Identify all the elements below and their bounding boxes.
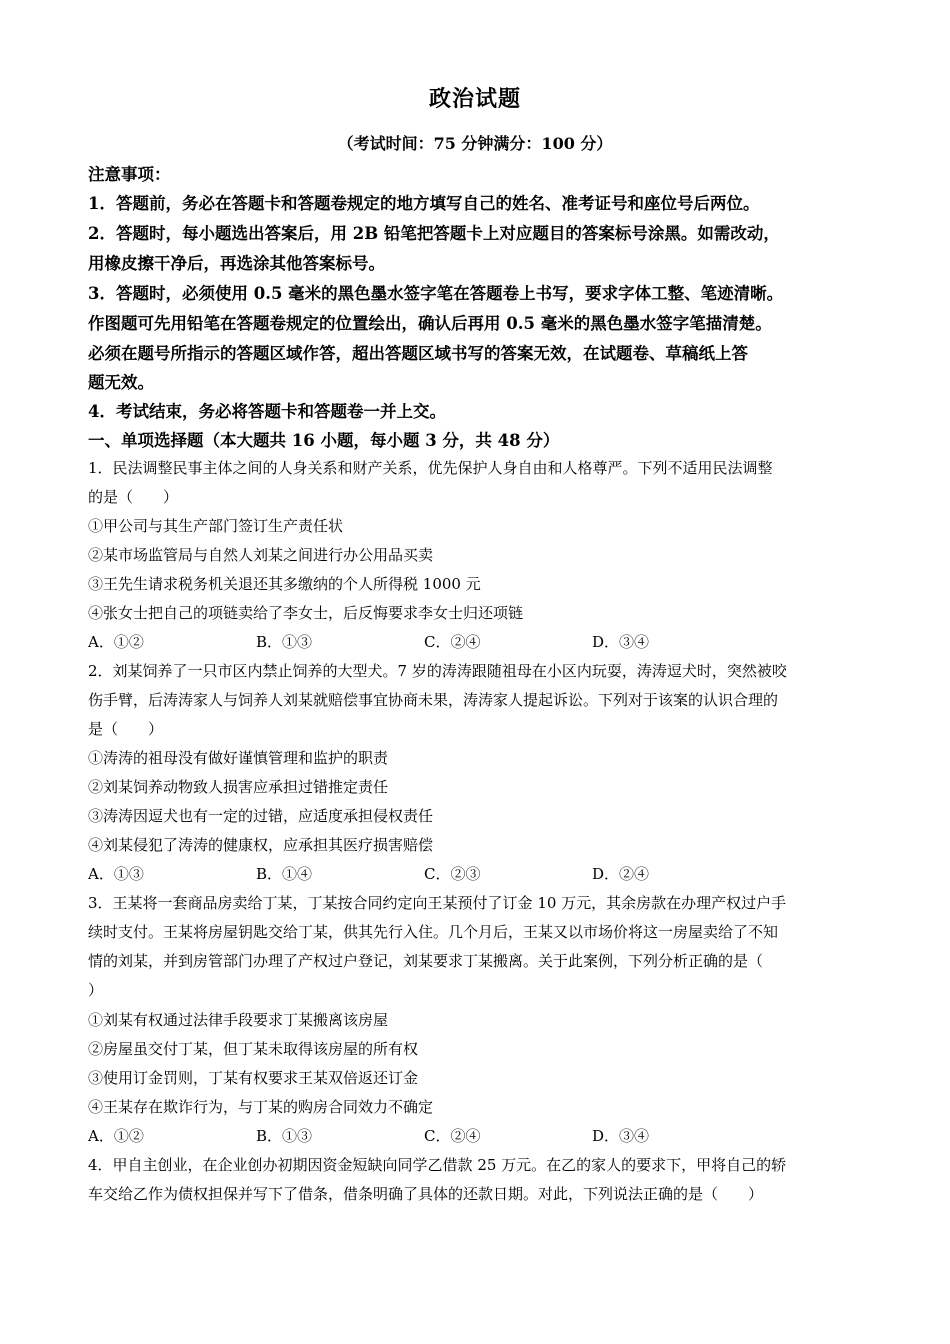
question-item: ④刘某侵犯了涛涛的健康权，应承担其医疗损害赔偿 bbox=[88, 836, 434, 854]
question-stem: 伤手臂，后涛涛家人与饲养人刘某就赔偿事宜协商未果，涛涛家人提起诉讼。下列对于该案的认识合理的 bbox=[88, 691, 779, 709]
notice-line: 3．答题时，必须使用 0.5 毫米的黑色墨水签字笔在答题卷上书写，要求字体工整、笔迹清晰。 bbox=[88, 284, 784, 303]
notice-heading: 注意事项： bbox=[88, 165, 171, 184]
question-item: ①刘某有权通过法律手段要求丁某搬离该房屋 bbox=[88, 1011, 389, 1029]
question-stem: 续时支付。王某将房屋钥匙交给丁某，供其先行入住。几个月后，王某又以市场价将这一房屋卖给了不知 bbox=[88, 923, 779, 941]
question-stem: 情的刘某，并到房管部门办理了产权过户登记，刘某要求丁某搬离。关于此案例，下列分析正确的是（ bbox=[88, 952, 764, 970]
notice-line: 用橡皮擦干净后，再选涂其他答案标号。 bbox=[88, 254, 385, 273]
option-c: C．②④ bbox=[424, 1127, 481, 1145]
option-d: D．③④ bbox=[592, 1127, 650, 1145]
option-a: A．①② bbox=[88, 633, 144, 651]
option-d: D．②④ bbox=[592, 865, 650, 883]
option-b: B．①④ bbox=[256, 865, 313, 883]
question-item: ②房屋虽交付丁某，但丁某未取得该房屋的所有权 bbox=[88, 1040, 419, 1058]
notice-line: 1．答题前，务必在答题卡和答题卷规定的地方填写自己的姓名、准考证号和座位号后两位。 bbox=[88, 194, 760, 213]
option-c: C．②③ bbox=[424, 865, 481, 883]
question-stem: 2．刘某饲养了一只市区内禁止饲养的大型犬。7 岁的涛涛跟随祖母在小区内玩耍，涛涛逗犬时，突然被咬 bbox=[88, 662, 787, 680]
question-stem: ） bbox=[88, 981, 104, 999]
question-stem: 1．民法调整民事主体之间的人身关系和财产关系，优先保护人身自由和人格尊严。下列不适用民法调整 bbox=[88, 459, 773, 477]
option-b: B．①③ bbox=[256, 1127, 313, 1145]
notice-line: 作图题可先用铅笔在答题卷规定的位置绘出，确认后再用 0.5 毫米的黑色墨水签字笔描清楚。 bbox=[88, 314, 772, 333]
notice-line: 4．考试结束，务必将答题卡和答题卷一并上交。 bbox=[88, 402, 446, 421]
question-item: ②某市场监管局与自然人刘某之间进行办公用品买卖 bbox=[88, 546, 434, 564]
question-item: ③使用订金罚则，丁某有权要求王某双倍返还订金 bbox=[88, 1069, 419, 1087]
option-b: B．①③ bbox=[256, 633, 313, 651]
question-item: ④王某存在欺诈行为，与丁某的购房合同效力不确定 bbox=[88, 1098, 434, 1116]
section-heading: 一、单项选择题（本大题共 16 小题，每小题 3 分，共 48 分） bbox=[88, 431, 560, 450]
notice-line: 2．答题时，每小题选出答案后，用 2B 铅笔把答题卡上对应题目的答案标号涂黑。如需改动， bbox=[88, 224, 780, 243]
page-title: 政治试题 bbox=[428, 86, 521, 112]
question-stem: 的是（ ） bbox=[88, 488, 179, 506]
notice-line: 题无效。 bbox=[88, 373, 154, 392]
question-stem: 3．王某将一套商品房卖给丁某，丁某按合同约定向王某预付了订金 10 万元，其余房款在办理产权过户手 bbox=[88, 894, 787, 912]
answer-options bbox=[88, 863, 848, 885]
question-item: ①涛涛的祖母没有做好谨慎管理和监护的职责 bbox=[88, 749, 389, 767]
exam-info: （考试时间：75 分钟满分：100 分） bbox=[337, 134, 613, 153]
question-stem: 车交给乙作为债权担保并写下了借条，借条明确了具体的还款日期。对此，下列说法正确的是（ ） bbox=[88, 1185, 764, 1203]
question-item: ②刘某饲养动物致人损害应承担过错推定责任 bbox=[88, 778, 389, 796]
question-item: ④张女士把自己的项链卖给了李女士，后反悔要求李女士归还项链 bbox=[88, 604, 524, 622]
question-stem: 4．甲自主创业，在企业创办初期因资金短缺向同学乙借款 25 万元。在乙的家人的要求下，甲将自己的轿 bbox=[88, 1156, 787, 1174]
answer-options bbox=[88, 1125, 848, 1147]
question-stem: 是（ ） bbox=[88, 720, 164, 738]
question-item: ③涛涛因逗犬也有一定的过错，应适度承担侵权责任 bbox=[88, 807, 434, 825]
answer-options bbox=[88, 631, 848, 653]
option-c: C．②④ bbox=[424, 633, 481, 651]
notice-line: 必须在题号所指示的答题区域作答，超出答题区域书写的答案无效，在试题卷、草稿纸上答 bbox=[88, 344, 748, 363]
question-item: ③王先生请求税务机关退还其多缴纳的个人所得税 1000 元 bbox=[88, 575, 481, 593]
option-d: D．③④ bbox=[592, 633, 650, 651]
question-item: ①甲公司与其生产部门签订生产责任状 bbox=[88, 517, 344, 535]
option-a: A．①③ bbox=[88, 865, 144, 883]
option-a: A．①② bbox=[88, 1127, 144, 1145]
